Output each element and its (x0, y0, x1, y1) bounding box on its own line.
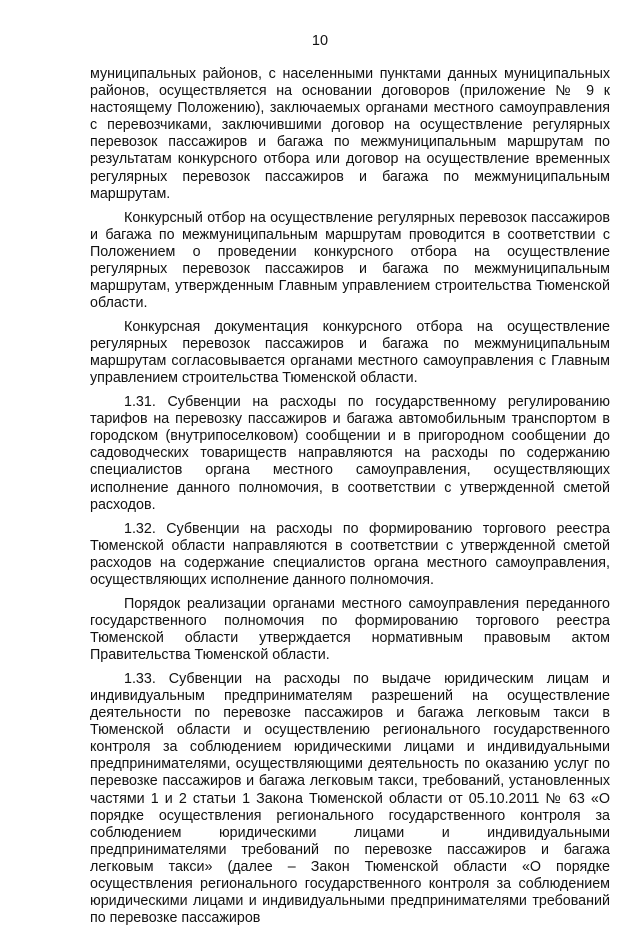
paragraph-7: 1.33. Субвенции на расходы по выдаче юридическим лицам и индивидуальным предпринимателям разрешений на осуществление деятельности по перевозке пассажиров и багажа легковым такси в Тюменской области и осуществлению регионального государственного контроля за соблюдением юридическими лицами и индивидуальными предпринимателями, осуществляющими деятельность по оказанию услуг по перевозке пассажиров и багажа легковым такси, требований, установленных частями 1 и 2 статьи 1 Закона Тюменской области от 05.10.2011 № 63 «О порядке осуществления регионального государственного контроля за соблюдением юридическими лицами и индивидуальными предпринимателями требований по перевозке пассажиров и багажа легковым такси» (далее – Закон Тюменской области «О порядке осуществления регионального государственного контроля за соблюдением юридическими лицами и индивидуальными предпринимателями требований по перевозке пассажиров (90, 670, 610, 927)
paragraph-5: 1.32. Субвенции на расходы по формированию торгового реестра Тюменской области направляются в соответствии с утвержденной сметой расходов на содержание специалистов органа местного самоуправления, осуществляющих исполнение данного полномочия. (90, 520, 610, 588)
paragraph-1: муниципальных районов, с населенными пунктами данных муниципальных районов, осуществляется на основании договоров (приложение № 9 к настоящему Положению), заключаемых органами местного самоуправления с перевозчиками, заключившими договор на осуществление регулярных перевозок пассажиров и багажа по межмуниципальным маршрутам по результатам конкурсного отбора или договор на осуществление временных регулярных перевозок пассажиров и багажа по межмуниципальным маршрутам. (90, 66, 610, 202)
paragraph-4: 1.31. Субвенции на расходы по государственному регулированию тарифов на перевозку пассажиров и багажа автомобильным транспортом в городском (внутрипоселковом) сообщении и в пригородном сообщении до садоводческих товариществ направляются на расходы по содержанию специалистов органа местного самоуправления, осуществляющих исполнение данного полномочия, в соответствии с утвержденной сметой расходов. (90, 394, 610, 513)
paragraph-6: Порядок реализации органами местного самоуправления переданного государственного полномочия по формированию торгового реестра Тюменской области утверждается нормативным правовым актом Правительства Тюменской области. (90, 595, 610, 663)
page-number: 10 (311, 33, 329, 49)
paragraph-3: Конкурсная документация конкурсного отбора на осуществление регулярных перевозок пассажиров и багажа по межмуниципальным маршрутам согласовывается органами местного самоуправления с Главным управлением строительства Тюменской области. (90, 318, 610, 387)
document-body (90, 66, 610, 927)
paragraph-2: Конкурсный отбор на осуществление регулярных перевозок пассажиров и багажа по межмуниципальным маршрутам проводится в соответствии с Положением о проведении конкурсного отбора на осуществление регулярных перевозок пассажиров и багажа по межмуниципальным маршрутам, утвержденным Главным управлением строительства Тюменской области. (90, 209, 610, 312)
